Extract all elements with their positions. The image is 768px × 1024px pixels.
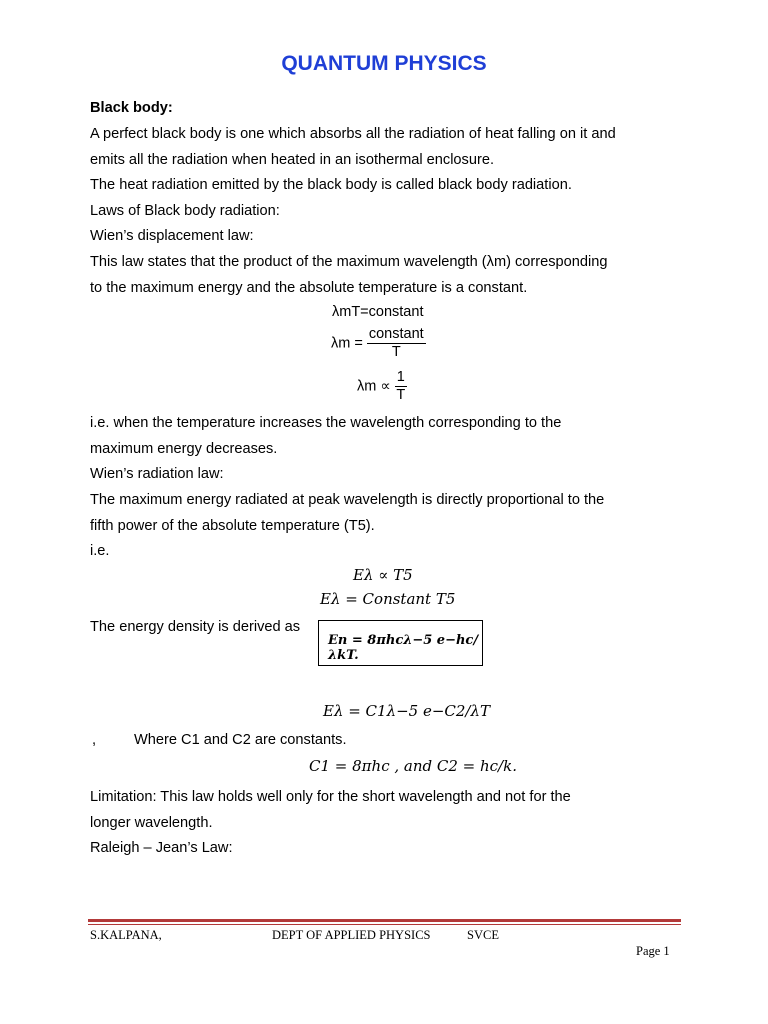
paragraph-11: Where C1 and C2 are constants. bbox=[134, 732, 347, 748]
paragraph-5: This law states that the product of the maximum wavelength (λm) corresponding bbox=[90, 254, 608, 270]
paragraph-5b: to the maximum energy and the absolute temperature is a constant. bbox=[90, 280, 528, 296]
equation-constants: C1 = 8πhc , and C2 = hc/k. bbox=[309, 757, 517, 775]
paragraph-1: A perfect black body is one which absorbs all the radiation of heat falling on it and bbox=[90, 126, 616, 142]
equation-lambda-m-t: λmT=constant bbox=[332, 304, 424, 320]
paragraph-10: The energy density is derived as bbox=[90, 619, 301, 635]
equation-lambda-proportional bbox=[357, 369, 407, 404]
eq3-lhs: λm ∝ bbox=[357, 378, 391, 395]
paragraph-8b: fifth power of the absolute temperature (T5). bbox=[90, 518, 375, 534]
paragraph-9: i.e. bbox=[90, 543, 110, 559]
heading-black-body: Black body: bbox=[90, 100, 173, 116]
footer-rule-thick bbox=[88, 919, 681, 922]
paragraph-6: i.e. when the temperature increases the wavelength corresponding to the bbox=[90, 415, 562, 431]
comma: , bbox=[92, 732, 97, 748]
footer-college: SVCE bbox=[467, 928, 499, 942]
paragraph-1b: emits all the radiation when heated in an isothermal enclosure. bbox=[90, 152, 494, 168]
equation-e-lambda-constant: Eλ = Constant T5 bbox=[320, 590, 456, 608]
heading-wien-displacement: Wien’s displacement law: bbox=[90, 228, 254, 244]
footer-page-number: Page 1 bbox=[636, 944, 670, 958]
paragraph-2: The heat radiation emitted by the black body is called black body radiation. bbox=[90, 177, 572, 193]
footer-author: S.KALPANA, bbox=[90, 928, 162, 942]
page-title: QUANTUM PHYSICS bbox=[281, 52, 487, 75]
paragraph-12: Limitation: This law holds well only for the short wavelength and not for the bbox=[90, 789, 571, 805]
eq2-numerator: constant bbox=[368, 326, 424, 342]
paragraph-12b: longer wavelength. bbox=[90, 815, 213, 831]
energy-density-box bbox=[318, 620, 483, 666]
footer-dept: DEPT OF APPLIED PHYSICS bbox=[272, 928, 431, 942]
eq3-fraction bbox=[395, 369, 407, 404]
paragraph-8: The maximum energy radiated at peak wavelength is directly proportional to the bbox=[90, 492, 605, 508]
eq3-denominator: T bbox=[396, 387, 406, 403]
eq2-denominator: T bbox=[391, 344, 401, 360]
energy-density-equation: En = 8πhcλ−5 e−hc/λkT. bbox=[328, 633, 479, 663]
eq3-numerator: 1 bbox=[396, 369, 405, 385]
equation-e-lambda-proportional: Eλ ∝ T5 bbox=[353, 566, 413, 584]
footer-rule-thin bbox=[88, 924, 681, 925]
paragraph-6b: maximum energy decreases. bbox=[90, 441, 278, 457]
eq2-lhs: λm = bbox=[331, 335, 363, 352]
heading-raleigh-jeans: Raleigh – Jean’s Law: bbox=[90, 840, 233, 856]
paragraph-3: Laws of Black body radiation: bbox=[90, 203, 280, 219]
heading-wien-radiation: Wien’s radiation law: bbox=[90, 466, 224, 482]
eq2-fraction bbox=[367, 326, 426, 361]
equation-e-lambda-c1: Eλ = C1λ−5 e−C2/λT bbox=[323, 702, 490, 720]
equation-lambda-m-fraction bbox=[331, 326, 426, 361]
